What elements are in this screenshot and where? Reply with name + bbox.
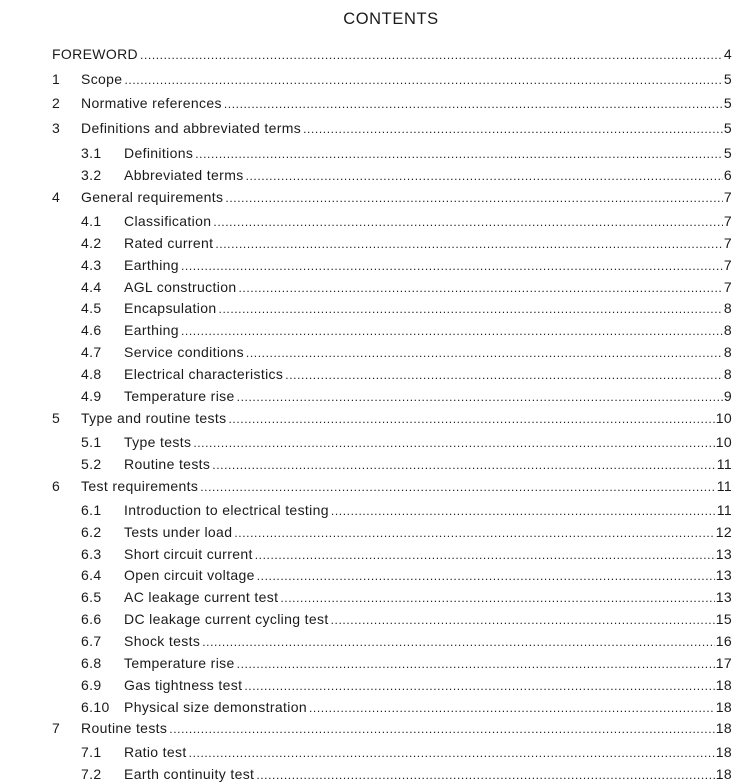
toc-entry-page-number: 7 xyxy=(723,279,732,295)
toc-entry-title: Definitions and abbreviated terms xyxy=(81,120,302,136)
dot-leader xyxy=(280,589,714,607)
toc-entry[interactable] xyxy=(0,610,756,628)
toc-entry-page-number: 10 xyxy=(715,410,732,426)
toc-entry-title: Short circuit current xyxy=(124,546,253,562)
toc-entry-page-number: 7 xyxy=(723,213,732,229)
toc-entry-line xyxy=(81,409,732,428)
toc-entry[interactable] xyxy=(0,743,756,761)
dot-leader xyxy=(237,655,715,673)
toc-entry-line xyxy=(124,387,732,406)
dot-leader xyxy=(238,279,722,297)
toc-entry-line xyxy=(124,523,732,542)
dot-leader xyxy=(309,699,715,717)
toc-entry[interactable] xyxy=(0,632,756,650)
toc-entry-line xyxy=(124,256,732,275)
toc-entry-page-number: 4 xyxy=(723,46,732,62)
toc-entry-number: 7.1 xyxy=(81,744,102,760)
toc-entry-line xyxy=(81,477,732,496)
dot-leader xyxy=(228,410,714,428)
toc-entry-line xyxy=(81,70,732,89)
toc-entry-number: 6.9 xyxy=(81,677,102,693)
toc-entry-number: 4.2 xyxy=(81,235,102,251)
toc-entry-line xyxy=(124,365,732,384)
toc-entry[interactable] xyxy=(0,566,756,584)
dot-leader xyxy=(303,120,723,138)
toc-entry-number: 4.7 xyxy=(81,344,102,360)
toc-entry[interactable] xyxy=(0,256,756,274)
toc-entry-title: Service conditions xyxy=(124,344,244,360)
toc-entry[interactable] xyxy=(0,765,756,783)
toc-entry[interactable] xyxy=(0,698,756,716)
toc-entry-page-number: 18 xyxy=(715,720,732,736)
toc-entry[interactable] xyxy=(0,409,756,427)
toc-entry-line xyxy=(124,566,732,585)
dot-leader xyxy=(246,344,723,362)
toc-entry-page-number: 13 xyxy=(715,589,732,605)
toc-entry-line xyxy=(124,743,732,762)
toc-entry-title: Electrical characteristics xyxy=(124,366,284,382)
toc-entry-page-number: 13 xyxy=(715,546,732,562)
toc-entry[interactable] xyxy=(0,501,756,519)
dot-leader xyxy=(219,300,723,318)
toc-entry-number: 6.4 xyxy=(81,567,102,583)
toc-entry-title: Temperature rise xyxy=(124,655,235,671)
dot-leader xyxy=(140,46,723,64)
toc-entry-page-number: 18 xyxy=(715,766,732,782)
toc-entry[interactable] xyxy=(0,654,756,672)
toc-entry-title: Rated current xyxy=(124,235,214,251)
toc-entry[interactable] xyxy=(0,188,756,206)
toc-entry-line xyxy=(52,45,732,64)
toc-entry-line xyxy=(124,545,732,564)
toc-entry-number: 3.2 xyxy=(81,167,102,183)
toc-entry-number: 6.7 xyxy=(81,633,102,649)
toc-entry[interactable] xyxy=(0,321,756,339)
dot-leader xyxy=(202,633,715,651)
toc-entry[interactable] xyxy=(0,455,756,473)
dot-leader xyxy=(255,546,715,564)
toc-entry-number: 4.9 xyxy=(81,388,102,404)
toc-entry-number: 7.2 xyxy=(81,766,102,782)
dot-leader xyxy=(212,456,716,474)
toc-entry-number: 5 xyxy=(52,410,61,426)
toc-entry[interactable] xyxy=(0,278,756,296)
toc-entry-number: 4.8 xyxy=(81,366,102,382)
toc-entry-number: 4.3 xyxy=(81,257,102,273)
dot-leader xyxy=(124,71,722,89)
dot-leader xyxy=(234,524,714,542)
dot-leader xyxy=(200,478,716,496)
toc-entry-title: Temperature rise xyxy=(124,388,235,404)
toc-entry-number: 6.2 xyxy=(81,524,102,540)
dot-leader xyxy=(193,434,714,452)
toc-entry-title: Earthing xyxy=(124,322,179,338)
toc-entry[interactable] xyxy=(0,588,756,606)
dot-leader xyxy=(181,322,723,340)
toc-entry-title: Gas tightness test xyxy=(124,677,243,693)
toc-entry-page-number: 18 xyxy=(715,699,732,715)
toc-entry-page-number: 7 xyxy=(723,257,732,273)
toc-entry-line xyxy=(124,433,732,452)
toc-entry[interactable] xyxy=(0,433,756,451)
toc-entry-title: AC leakage current test xyxy=(124,589,279,605)
toc-entry[interactable] xyxy=(0,234,756,252)
toc-entry-page-number: 11 xyxy=(716,502,732,518)
toc-entry[interactable] xyxy=(0,166,756,184)
toc-entry-line xyxy=(81,719,732,738)
toc-entry-line xyxy=(124,654,732,673)
toc-entry-line xyxy=(81,119,732,138)
toc-entry-line xyxy=(124,501,732,520)
toc-entry-page-number: 8 xyxy=(723,300,732,316)
dot-leader xyxy=(181,257,723,275)
toc-entry-title: DC leakage current cycling test xyxy=(124,611,329,627)
toc-entry-page-number: 8 xyxy=(723,344,732,360)
toc-entry-line xyxy=(124,632,732,651)
toc-entry-number: 7 xyxy=(52,720,61,736)
toc-entry-page-number: 16 xyxy=(715,633,732,649)
toc-entry[interactable] xyxy=(0,119,756,137)
toc-entry-title: Routine tests xyxy=(124,456,211,472)
toc-entry-number: 4.6 xyxy=(81,322,102,338)
toc-entry-page-number: 9 xyxy=(723,388,732,404)
toc-entry-page-number: 15 xyxy=(715,611,732,627)
toc-entry-number: 3.1 xyxy=(81,145,102,161)
toc-entry-page-number: 5 xyxy=(723,71,732,87)
dot-leader xyxy=(331,502,716,520)
toc-entry-title: Definitions xyxy=(124,145,194,161)
toc-entry-line xyxy=(124,343,732,362)
toc-entry-line xyxy=(81,94,732,113)
toc-entry-line xyxy=(124,234,732,253)
toc-entry[interactable] xyxy=(0,94,756,112)
dot-leader xyxy=(213,213,722,231)
toc-entry[interactable] xyxy=(0,45,756,63)
toc-entry-number: 2 xyxy=(52,95,61,111)
toc-entry-number: 4.1 xyxy=(81,213,102,229)
toc-entry[interactable] xyxy=(0,387,756,405)
toc-entry[interactable] xyxy=(0,523,756,541)
toc-entry-title: Tests under load xyxy=(124,524,233,540)
toc-entry-title: Normative references xyxy=(81,95,222,111)
toc-entry-page-number: 7 xyxy=(723,189,732,205)
toc-entry[interactable] xyxy=(0,343,756,361)
toc-entry-page-number: 5 xyxy=(723,95,732,111)
dot-leader xyxy=(256,766,714,784)
toc-entry[interactable] xyxy=(0,365,756,383)
toc-entry-number: 3 xyxy=(52,120,61,136)
toc-entry-page-number: 6 xyxy=(723,167,732,183)
toc-entry-title: Earthing xyxy=(124,257,179,273)
toc-entry[interactable] xyxy=(0,144,756,162)
toc-entry-line xyxy=(124,588,732,607)
toc-entry-page-number: 7 xyxy=(723,235,732,251)
dot-leader xyxy=(244,677,714,695)
toc-entry-page-number: 10 xyxy=(715,434,732,450)
toc-entry-title: Type tests xyxy=(124,434,192,450)
toc-entry[interactable] xyxy=(0,477,756,495)
toc-entry-title: Abbreviated terms xyxy=(124,167,244,183)
toc-entry-title: Type and routine tests xyxy=(81,410,227,426)
toc-entry[interactable] xyxy=(0,719,756,737)
toc-entry-page-number: 17 xyxy=(715,655,732,671)
toc-entry-number: 6.1 xyxy=(81,502,102,518)
toc-entry-line xyxy=(124,676,732,695)
toc-entry-line xyxy=(124,144,732,163)
toc-entry-title: Shock tests xyxy=(124,633,201,649)
toc-entry[interactable] xyxy=(0,70,756,88)
toc-entry-title: Classification xyxy=(124,213,212,229)
toc-entry-page-number: 5 xyxy=(723,145,732,161)
toc-entry-title: Scope xyxy=(81,71,123,87)
toc-entry-title: Routine tests xyxy=(81,720,168,736)
toc-entry-page-number: 11 xyxy=(716,478,732,494)
toc-entry-number: 6.6 xyxy=(81,611,102,627)
toc-entry-page-number: 18 xyxy=(715,744,732,760)
dot-leader xyxy=(257,567,715,585)
dot-leader xyxy=(285,366,723,384)
toc-entry-number: 6.3 xyxy=(81,546,102,562)
toc-entry-title: Ratio test xyxy=(124,744,187,760)
dot-leader xyxy=(224,95,723,113)
dot-leader xyxy=(195,145,723,163)
dot-leader xyxy=(189,744,715,762)
toc-entry-page-number: 11 xyxy=(716,456,732,472)
toc-entry[interactable] xyxy=(0,676,756,694)
dot-leader xyxy=(331,611,715,629)
dot-leader xyxy=(237,388,723,406)
toc-entry-number: 6.5 xyxy=(81,589,102,605)
dot-leader xyxy=(215,235,722,253)
toc-entry-title: AGL construction xyxy=(124,279,237,295)
toc-entry[interactable] xyxy=(0,299,756,317)
toc-entry-number: 1 xyxy=(52,71,61,87)
toc-entry-line xyxy=(124,212,732,231)
toc-entry-page-number: 13 xyxy=(715,567,732,583)
toc-entry-page-number: 8 xyxy=(723,322,732,338)
toc-entry-title: Physical size demonstration xyxy=(124,699,307,715)
toc-entry[interactable] xyxy=(0,212,756,230)
toc-entry-line xyxy=(124,299,732,318)
toc-entry-number: 4.5 xyxy=(81,300,102,316)
toc-entry-line xyxy=(124,321,732,340)
toc-entry-title: Encapsulation xyxy=(124,300,217,316)
toc-entry-title: Test requirements xyxy=(81,478,199,494)
toc-entry-number: 4.4 xyxy=(81,279,102,295)
toc-entry-line xyxy=(124,278,732,297)
toc-entry-number: 5.1 xyxy=(81,434,102,450)
toc-entry-line xyxy=(124,765,732,784)
toc-entry-number: 4 xyxy=(52,189,61,205)
toc-entry-title: Earth continuity test xyxy=(124,766,255,782)
toc-entry-line xyxy=(124,166,732,185)
dot-leader xyxy=(225,189,722,207)
toc-entry-line xyxy=(81,188,732,207)
toc-entry-line xyxy=(124,610,732,629)
toc-entry-number: 6.10 xyxy=(81,699,110,715)
toc-entry-line xyxy=(124,698,732,717)
toc-entry-number: 5.2 xyxy=(81,456,102,472)
toc-entry-title: FOREWORD xyxy=(52,46,139,62)
toc-entry-page-number: 8 xyxy=(723,366,732,382)
toc-entry-page-number: 18 xyxy=(715,677,732,693)
toc-entry-page-number: 5 xyxy=(723,120,732,136)
toc-entry-title: Introduction to electrical testing xyxy=(124,502,329,518)
toc-entry-title: Open circuit voltage xyxy=(124,567,255,583)
toc-entry-page-number: 12 xyxy=(715,524,732,540)
toc-entry[interactable] xyxy=(0,545,756,563)
page-title: CONTENTS xyxy=(343,10,439,28)
toc-entry-title: General requirements xyxy=(81,189,224,205)
toc-entry-number: 6.8 xyxy=(81,655,102,671)
dot-leader xyxy=(246,167,723,185)
dot-leader xyxy=(169,720,714,738)
toc-entry-number: 6 xyxy=(52,478,61,494)
toc-entry-line xyxy=(124,455,732,474)
